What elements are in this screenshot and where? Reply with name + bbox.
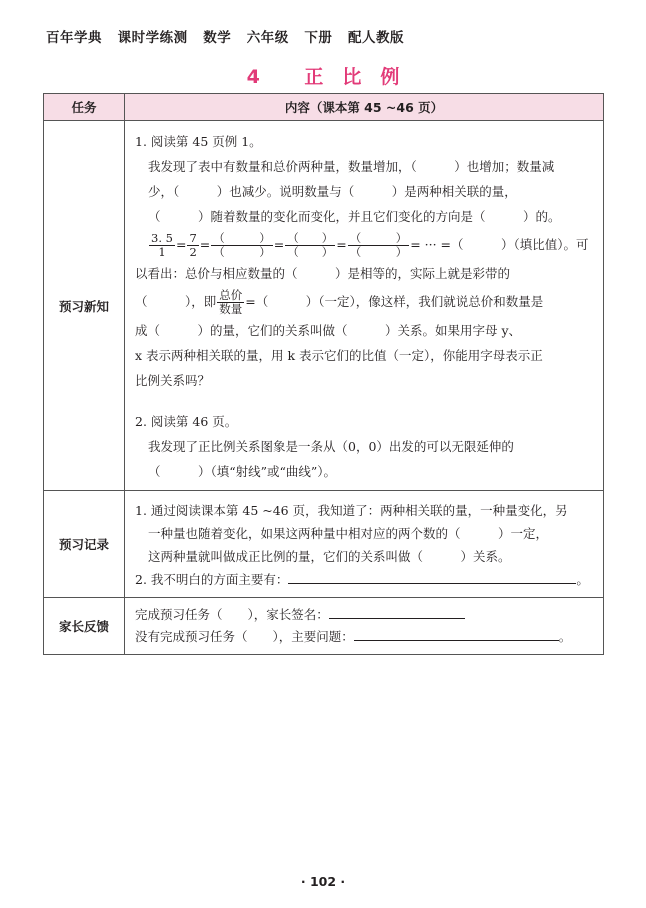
text-line: 我发现了表中有数量和总价两种量，数量增加，（ ）也增加；数量减 bbox=[148, 159, 555, 174]
text-line: 1. 通过阅读课本第 45 ~46 页，我知道了：两种相关联的量，一种量变化，另 bbox=[135, 503, 568, 518]
row-label-preview-record: 预习记录 bbox=[44, 491, 125, 598]
main-problem-input[interactable] bbox=[354, 628, 559, 641]
item2-title: 2. 阅读第 46 页。 bbox=[135, 414, 238, 429]
problem-line: 没有完成预习任务（ ），主要问题： 。 bbox=[135, 629, 572, 644]
parent-feedback-row bbox=[44, 598, 604, 655]
signature-line: 完成预习任务（ ），家长签名： bbox=[135, 604, 595, 626]
text-line: 我发现了正比例关系图象是一条从（0，0）出发的可以无限延伸的 bbox=[148, 439, 514, 454]
parent-feedback-content bbox=[125, 598, 604, 655]
page-title: 4 正比例 bbox=[246, 66, 419, 88]
text-line: 成（ ）的量，它们的关系叫做（ ）关系。如果用字母 y、 bbox=[135, 323, 522, 338]
text-line: 以看出：总价与相应数量的（ ）是相等的，实际上就是彩带的 bbox=[135, 266, 511, 281]
row-label-parent-feedback: 家长反馈 bbox=[44, 598, 125, 655]
text-line: x 表示两种相关联的量，用 k 表示它们的比值（一定），你能用字母表示正 bbox=[135, 348, 543, 363]
preview-record-row bbox=[44, 491, 604, 598]
price-over-quantity-line: （ ），即 $\frac{\text{总价}}{\text{数量}}$ =（ ）（一定），像这样，我们就说总价和数量是 bbox=[135, 288, 544, 316]
answer-line[interactable] bbox=[135, 393, 595, 405]
ratio-equation: $\frac{3. 5}{1}$ = $\frac{7}{2}$ = $\frac{( )}{( )}$ = $\frac{( )}{( )}$ = $\frac{( )}{( )}$ = ··· =（ ）（填比值）。可 bbox=[151, 231, 589, 259]
text-line: 少，（ ）也减少。说明数量与（ ）是两种相关联的量， bbox=[148, 184, 517, 199]
text-line: （ ）（填“射线”或“曲线”）。 bbox=[148, 464, 337, 479]
unclear-points-input[interactable] bbox=[288, 571, 576, 584]
text-line: （ ）随着数量的变化而变化，并且它们变化的方向是（ ）的。 bbox=[148, 209, 561, 224]
fraction-3-5-over-1: $\frac{3. 5}{1}$ bbox=[151, 231, 173, 259]
fraction-blank: $\frac{( )}{( )}$ bbox=[287, 231, 334, 259]
book-header: 百年学典 课时学练测 数学 六年级 下册 配人教版 bbox=[46, 30, 404, 46]
preview-knowledge-content bbox=[125, 121, 604, 491]
item1-title: 1. 阅读第 45 页例 1。 bbox=[135, 134, 262, 149]
text-line: 这两种量就叫做成正比例的量，它们的关系叫做（ ）关系。 bbox=[148, 549, 511, 564]
fraction-blank: $\frac{( )}{( )}$ bbox=[349, 231, 408, 259]
table-header-row bbox=[44, 94, 604, 121]
fraction-price-over-quantity: $\frac{\text{总价}}{\text{数量}}$ bbox=[219, 288, 243, 316]
preview-knowledge-row bbox=[44, 121, 604, 491]
equation-tail: = ··· =（ ）（填比值）。可 bbox=[410, 237, 589, 252]
page-number: · 102 · bbox=[300, 874, 346, 889]
parent-signature-input[interactable] bbox=[329, 606, 465, 619]
row-label-preview-knowledge: 预习新知 bbox=[44, 121, 125, 491]
fraction-blank: $\frac{( )}{( )}$ bbox=[213, 231, 271, 259]
column-header-content: 内容（课本第 45 ~46 页） bbox=[125, 94, 604, 121]
lesson-table bbox=[43, 93, 604, 655]
fraction-7-over-2: $\frac{7}{2}$ bbox=[189, 231, 197, 259]
text-line: 比例关系吗？ bbox=[135, 373, 211, 388]
text-line: 一种量也随着变化，如果这两种量中相对应的两个数的（ ）一定， bbox=[148, 526, 549, 541]
unclear-points-line: 2. 我不明白的方面主要有： 。 bbox=[135, 572, 589, 587]
preview-record-content bbox=[125, 491, 604, 598]
column-header-task: 任务 bbox=[44, 94, 125, 121]
